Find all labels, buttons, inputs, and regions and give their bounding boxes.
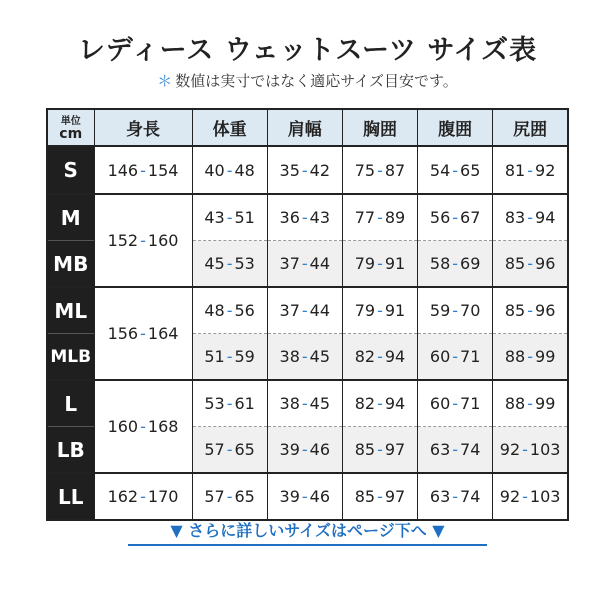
range-separator: -: [527, 160, 534, 180]
range-max: 164: [147, 324, 179, 343]
hip-cell: [493, 473, 568, 520]
range-min: 88: [504, 394, 526, 413]
range-max: 65: [234, 440, 255, 459]
range-max: 48: [234, 160, 255, 180]
hip-cell: [493, 380, 568, 427]
range-min: 57: [204, 487, 225, 506]
range-max: 94: [384, 394, 406, 413]
shoulder-cell: [267, 241, 342, 288]
range-separator: -: [301, 301, 308, 320]
range-separator: -: [226, 487, 233, 506]
range-separator: -: [301, 254, 308, 273]
range-min: 85: [504, 254, 526, 273]
range-min: 77: [354, 208, 376, 227]
hip-cell: [493, 241, 568, 288]
range-max: 70: [460, 301, 481, 320]
range-separator: -: [522, 440, 528, 459]
waist-cell: [418, 427, 493, 474]
range-min: 63: [429, 440, 451, 459]
range-max: 97: [384, 487, 406, 506]
range-separator: -: [527, 254, 534, 273]
more-sizes-link[interactable]: [0, 518, 615, 541]
range-min: 39: [279, 440, 300, 459]
shoulder-cell: [267, 287, 342, 334]
range-separator: -: [452, 208, 459, 227]
weight-cell: [192, 241, 267, 288]
chest-cell: [342, 287, 417, 334]
range-separator: -: [452, 160, 459, 180]
range-min: 160: [107, 417, 139, 436]
range-min: 60: [429, 347, 451, 366]
size-label: L: [47, 380, 94, 427]
weight-cell: [192, 334, 267, 381]
waist-cell: [418, 380, 493, 427]
range-min: 38: [279, 347, 300, 366]
range-max: 170: [147, 487, 179, 506]
range-max: 44: [309, 301, 331, 320]
range-min: 59: [429, 301, 451, 320]
unit-cell: [47, 109, 94, 146]
range-min: 40: [204, 160, 225, 180]
range-separator: -: [226, 208, 233, 227]
range-separator: -: [301, 440, 308, 459]
range-separator: -: [226, 160, 233, 180]
range-min: 152: [107, 231, 139, 250]
range-max: 94: [535, 208, 556, 227]
range-max: 43: [309, 208, 331, 227]
link-underline: [128, 544, 487, 546]
size-label: MB: [47, 241, 94, 288]
range-separator: -: [377, 487, 383, 506]
size-note-text: 数値は実寸ではなく適応サイズ目安です。: [175, 72, 458, 90]
hip-cell: [493, 287, 568, 334]
column-header-shoulder: 肩幅: [267, 109, 342, 146]
size-note: [0, 70, 615, 91]
range-max: 103: [529, 487, 561, 506]
range-min: 82: [354, 394, 376, 413]
range-min: 82: [354, 347, 376, 366]
range-separator: -: [301, 160, 308, 180]
range-max: 94: [384, 347, 406, 366]
range-min: 85: [504, 301, 526, 320]
range-separator: -: [527, 208, 534, 227]
range-separator: -: [377, 440, 383, 459]
range-min: 39: [279, 487, 300, 506]
hip-cell: [493, 146, 568, 194]
size-label: S: [47, 146, 94, 194]
height-cell: [94, 287, 192, 380]
shoulder-cell: [267, 334, 342, 381]
range-max: 74: [460, 487, 481, 506]
chest-cell: [342, 194, 417, 241]
shoulder-cell: [267, 146, 342, 194]
range-max: 99: [535, 394, 556, 413]
arrow-down-icon: ▼: [432, 521, 445, 540]
range-min: 85: [354, 487, 376, 506]
range-separator: -: [452, 301, 459, 320]
range-separator: -: [452, 487, 459, 506]
range-max: 74: [460, 440, 481, 459]
size-row: [47, 473, 568, 520]
range-min: 83: [504, 208, 526, 227]
range-separator: -: [226, 440, 233, 459]
range-separator: -: [301, 487, 308, 506]
range-max: 53: [234, 254, 255, 273]
range-min: 45: [204, 254, 225, 273]
range-max: 69: [460, 254, 481, 273]
range-min: 92: [499, 487, 521, 506]
hip-cell: [493, 427, 568, 474]
range-separator: -: [226, 254, 233, 273]
range-max: 42: [309, 160, 331, 180]
range-min: 79: [354, 254, 376, 273]
range-separator: -: [452, 440, 459, 459]
range-min: 35: [279, 160, 300, 180]
range-separator: -: [140, 487, 146, 506]
range-separator: -: [301, 394, 308, 413]
unit-label: 単位: [60, 115, 81, 127]
column-header-hip: 尻囲: [493, 109, 568, 146]
more-sizes-text: さらに詳しいサイズはページ下へ: [188, 521, 427, 540]
range-max: 96: [535, 254, 556, 273]
waist-cell: [418, 241, 493, 288]
waist-cell: [418, 146, 493, 194]
range-max: 91: [384, 254, 406, 273]
range-min: 56: [429, 208, 451, 227]
range-separator: -: [301, 208, 308, 227]
range-min: 85: [354, 440, 376, 459]
shoulder-cell: [267, 380, 342, 427]
range-max: 59: [234, 347, 255, 366]
weight-cell: [192, 287, 267, 334]
size-label: MLB: [47, 334, 94, 381]
range-min: 79: [354, 301, 376, 320]
range-separator: -: [140, 231, 146, 250]
chest-cell: [342, 334, 417, 381]
range-min: 63: [429, 487, 451, 506]
range-min: 54: [429, 160, 451, 180]
range-separator: -: [140, 160, 146, 180]
range-min: 75: [354, 160, 376, 180]
range-separator: -: [226, 301, 233, 320]
range-min: 58: [429, 254, 451, 273]
size-table: [46, 108, 569, 521]
size-label: ML: [47, 287, 94, 334]
range-separator: -: [452, 254, 459, 273]
height-cell: [94, 146, 192, 194]
range-separator: -: [527, 301, 534, 320]
range-max: 103: [529, 440, 561, 459]
range-max: 45: [309, 394, 331, 413]
range-max: 71: [460, 394, 481, 413]
range-max: 56: [234, 301, 255, 320]
range-separator: -: [377, 254, 383, 273]
size-row: [47, 287, 568, 334]
shoulder-cell: [267, 194, 342, 241]
weight-cell: [192, 427, 267, 474]
column-header-height: 身長: [94, 109, 192, 146]
waist-cell: [418, 334, 493, 381]
range-separator: -: [377, 301, 383, 320]
chest-cell: [342, 473, 417, 520]
shoulder-cell: [267, 427, 342, 474]
range-max: 96: [535, 301, 556, 320]
range-separator: -: [377, 160, 383, 180]
range-max: 67: [460, 208, 481, 227]
size-row: [47, 380, 568, 427]
range-separator: -: [226, 347, 233, 366]
page-title: レディース ウェットスーツ サイズ表: [77, 35, 538, 66]
range-max: 92: [535, 160, 556, 180]
range-separator: -: [527, 394, 534, 413]
range-separator: -: [452, 394, 459, 413]
column-header-waist: 腹囲: [418, 109, 493, 146]
range-max: 87: [384, 160, 406, 180]
range-min: 88: [504, 347, 526, 366]
range-max: 154: [147, 160, 179, 180]
size-table-body: [47, 146, 568, 520]
range-max: 45: [309, 347, 331, 366]
hip-cell: [493, 194, 568, 241]
size-label: LB: [47, 427, 94, 474]
size-row: [47, 194, 568, 241]
waist-cell: [418, 473, 493, 520]
range-max: 46: [309, 440, 331, 459]
range-max: 91: [384, 301, 406, 320]
range-separator: -: [377, 394, 383, 413]
range-separator: -: [522, 487, 528, 506]
range-max: 65: [234, 487, 255, 506]
range-min: 81: [504, 160, 526, 180]
column-header-weight: 体重: [192, 109, 267, 146]
range-max: 160: [147, 231, 179, 250]
header-row: [47, 109, 568, 146]
range-min: 57: [204, 440, 225, 459]
asterisk-mark: ＊: [157, 72, 173, 90]
size-label: LL: [47, 473, 94, 520]
range-max: 168: [147, 417, 179, 436]
range-max: 61: [234, 394, 255, 413]
arrow-down-icon: ▼: [170, 521, 183, 540]
range-separator: -: [140, 324, 146, 343]
range-min: 38: [279, 394, 300, 413]
range-min: 48: [204, 301, 225, 320]
weight-cell: [192, 194, 267, 241]
range-min: 36: [279, 208, 300, 227]
range-max: 71: [460, 347, 481, 366]
range-max: 65: [460, 160, 481, 180]
range-min: 43: [204, 208, 225, 227]
column-header-chest: 胸囲: [342, 109, 417, 146]
range-max: 99: [535, 347, 556, 366]
chest-cell: [342, 380, 417, 427]
range-min: 37: [279, 301, 300, 320]
range-min: 162: [107, 487, 139, 506]
weight-cell: [192, 380, 267, 427]
range-separator: -: [377, 347, 383, 366]
size-row: [47, 146, 568, 194]
range-min: 146: [107, 160, 139, 180]
range-min: 156: [107, 324, 139, 343]
range-max: 97: [384, 440, 406, 459]
waist-cell: [418, 194, 493, 241]
chest-cell: [342, 241, 417, 288]
range-min: 53: [204, 394, 225, 413]
range-separator: -: [301, 347, 308, 366]
shoulder-cell: [267, 473, 342, 520]
range-min: 60: [429, 394, 451, 413]
range-min: 37: [279, 254, 300, 273]
height-cell: [94, 380, 192, 473]
range-max: 46: [309, 487, 331, 506]
range-separator: -: [452, 347, 459, 366]
size-label: M: [47, 194, 94, 241]
range-max: 89: [384, 208, 406, 227]
range-min: 92: [499, 440, 521, 459]
range-separator: -: [140, 417, 146, 436]
range-separator: -: [527, 347, 534, 366]
height-cell: [94, 194, 192, 287]
height-cell: [94, 473, 192, 520]
chest-cell: [342, 146, 417, 194]
unit-value: cm: [59, 125, 83, 142]
range-min: 51: [204, 347, 225, 366]
chest-cell: [342, 427, 417, 474]
weight-cell: [192, 146, 267, 194]
range-max: 51: [234, 208, 255, 227]
waist-cell: [418, 287, 493, 334]
range-separator: -: [377, 208, 383, 227]
weight-cell: [192, 473, 267, 520]
hip-cell: [493, 334, 568, 381]
range-separator: -: [226, 394, 233, 413]
range-max: 44: [309, 254, 331, 273]
